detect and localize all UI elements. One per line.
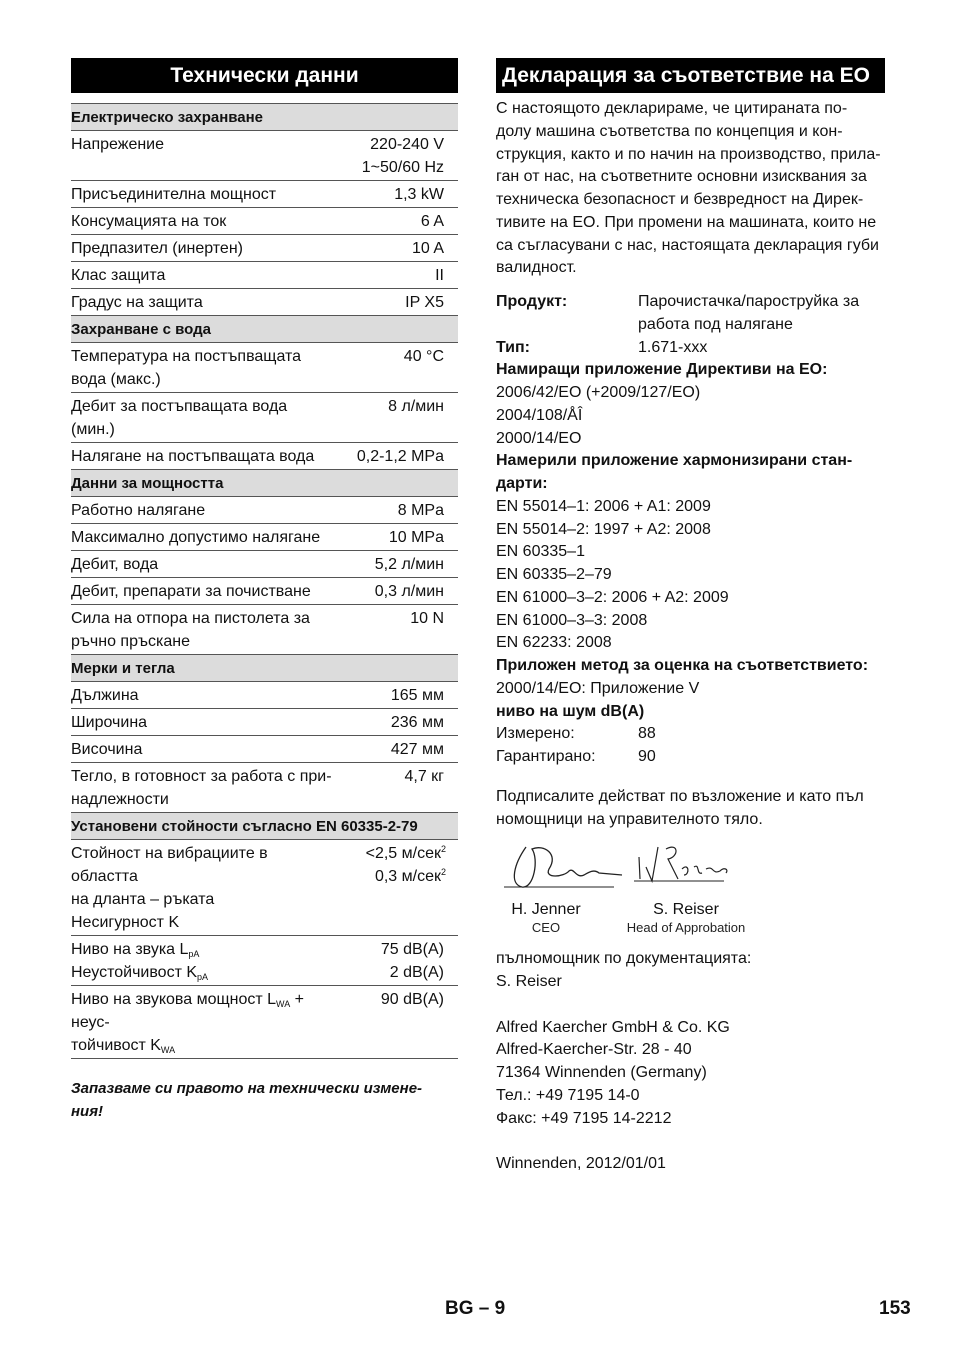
standard-item: EN 60335–1 xyxy=(496,543,585,561)
method-value: 2000/14/EO: Приложение V xyxy=(496,679,700,697)
row-value: 165 мм xyxy=(390,687,444,704)
measured-value: 88 xyxy=(638,725,656,743)
row-value: 40 °C xyxy=(403,348,444,365)
row-value: 0,3 л/мин xyxy=(374,583,444,600)
table-row xyxy=(71,986,458,1059)
directive-item: 2006/42/EO (+2009/127/EO) xyxy=(496,384,701,401)
intro-line: техническа безопасност и безвредност на Дирек- xyxy=(496,191,864,208)
disclaimer-note: Запазваме си правото на технически измене-ния! xyxy=(71,1080,423,1120)
intro-line: струкция, както и по начин на производство, прила- xyxy=(496,145,881,163)
measured-label: Измерено: xyxy=(496,725,575,743)
table-row xyxy=(71,524,458,551)
directives-title: Намиращи приложение Директиви на ЕО: xyxy=(496,361,828,379)
standard-item: EN 61000–3–3: 2008 xyxy=(496,611,648,629)
intro-line: С настоящото декларираме, че цитираната по- xyxy=(496,100,848,117)
address-line: Alfred Kaercher GmbH & Co. KG xyxy=(496,1018,730,1036)
table-row xyxy=(71,443,458,470)
product-value: Парочистачка/пароструйка за работа под налягане xyxy=(638,293,860,333)
table-row xyxy=(71,840,458,936)
table-row xyxy=(71,682,458,709)
row-value: 236 мм xyxy=(390,714,444,731)
product-label: Продукт: xyxy=(496,293,568,310)
standards-list xyxy=(496,496,886,655)
signatory-jenner: H. Jenner CEO xyxy=(511,901,581,936)
row-value: 0,2-1,2 MPa xyxy=(356,448,444,465)
row-label: Ниво на звука $L_{pA}$ xyxy=(71,941,200,959)
table-row xyxy=(71,393,458,443)
table-row xyxy=(71,262,458,289)
standard-item: EN 55014–2: 1997 + A2: 2008 xyxy=(496,520,711,538)
row-label: Консумацията на ток xyxy=(71,213,227,230)
row-value: 4,7 кг xyxy=(404,768,444,785)
row-label: Дебит, препарати за почистване xyxy=(71,583,311,600)
row-label: Височина xyxy=(71,741,143,758)
row-value: 427 мм xyxy=(390,741,444,758)
row-value: 2 dB(A) xyxy=(389,964,444,981)
row-label: Работно налягане xyxy=(71,502,206,519)
declaration-body xyxy=(496,98,886,1176)
left-column xyxy=(71,103,458,1123)
intro-paragraph xyxy=(496,98,886,280)
row-label: Присъединителна мощност xyxy=(71,186,277,203)
row-label: Напрежение xyxy=(71,136,165,153)
signature-reiser xyxy=(634,837,734,887)
table-row xyxy=(71,763,458,813)
directives-list xyxy=(496,382,886,450)
table-row xyxy=(71,289,458,316)
table-row xyxy=(71,551,458,578)
row-label: Ниво на звукова мощност $L_{WA}$ + неус- xyxy=(71,991,304,1031)
standard-item: EN 60335–2–79 xyxy=(496,566,612,583)
table-row xyxy=(71,709,458,736)
type-label: Тип: xyxy=(496,338,530,356)
row-value: 6 A xyxy=(420,213,444,230)
standards-title: Намерили приложение хармонизирани стан-дарти: xyxy=(496,452,853,492)
row-value: 0,3 м/сек$^2$ xyxy=(374,867,446,885)
address-line: Факс: +49 7195 14-2212 xyxy=(496,1109,672,1127)
documentation-label: пълномощник по документацията: xyxy=(496,950,752,968)
address-line: 71364 Winnenden (Germany) xyxy=(496,1064,707,1081)
page-number: 153 xyxy=(879,1298,911,1319)
signatories-text: Подписалите действат по възложение и като пъл номощници на управителното тяло. xyxy=(496,787,864,828)
intro-line: валидност. xyxy=(496,259,577,277)
signature-jenner xyxy=(504,839,624,894)
intro-line: долу машина съответства по концепция и кон- xyxy=(496,122,843,140)
row-label: тойчивост $K_{WA}$ xyxy=(71,1037,176,1055)
row-label: Дължина xyxy=(71,687,139,704)
row-value: <2,5 м/сек$^2$ xyxy=(365,844,446,862)
row-label: Предпазител (инертен) xyxy=(71,240,243,257)
table-row xyxy=(71,343,458,393)
table-row xyxy=(71,235,458,262)
table-row xyxy=(71,936,458,986)
address-block xyxy=(496,1017,886,1131)
signatory-reiser: S. Reiser Head of Approbation xyxy=(626,901,746,936)
table-row xyxy=(71,181,458,208)
generated-rows xyxy=(71,104,458,840)
row-value: 10 N xyxy=(410,610,444,627)
row-value: 8 MPa xyxy=(397,502,444,519)
signatures xyxy=(496,831,886,948)
row-value: 5,2 л/мин xyxy=(374,556,444,573)
intro-line: тивите на ЕО. При промени на машината, които не xyxy=(496,213,877,231)
row-value: 8 л/мин xyxy=(388,398,444,415)
table-row xyxy=(71,131,458,181)
row-label: Максимално допустимо налягане xyxy=(71,529,321,546)
row-value: 75 dB(A) xyxy=(380,941,444,958)
section-header: Захранване с вода xyxy=(71,316,458,343)
row-label: на дланта – ръката xyxy=(71,891,215,908)
row-value: 10 MPa xyxy=(388,529,444,546)
address-line: Тел.: +49 7195 14-0 xyxy=(496,1086,640,1104)
method-title: Приложен метод за оценка на съответствието: xyxy=(496,657,869,674)
row-value: 10 A xyxy=(411,240,444,257)
section-page-label: BG – 9 xyxy=(445,1298,506,1319)
row-label: Дебит, вода xyxy=(71,556,159,573)
row-label: Налягане на постъпващата вода xyxy=(71,448,315,465)
row-value: 90 dB(A) xyxy=(380,991,444,1008)
directive-item: 2004/108/ÅÎ xyxy=(496,406,583,424)
row-value: IP X5 xyxy=(405,294,444,311)
intro-line: ган от нас, на съответните основни изисквания за xyxy=(496,168,867,186)
guaranteed-label: Гарантирано: xyxy=(496,748,596,765)
row-label: Несигурност K xyxy=(71,914,180,931)
address-line: Alfred-Kaercher-Str. 28 - 40 xyxy=(496,1041,692,1059)
table-row xyxy=(71,208,458,235)
section-header: Мерки и тегла xyxy=(71,655,458,682)
row-label: Дебит за постъпващата вода (мин.) xyxy=(71,398,288,438)
guaranteed-value: 90 xyxy=(638,748,656,765)
table-row xyxy=(71,605,458,655)
technical-data-table xyxy=(71,103,458,1059)
declaration-heading: Декларация за съответствие на ЕО xyxy=(496,58,885,93)
row-value: 1,3 kW xyxy=(394,186,444,203)
intro-line: са съгласувани с нас, настоящата декларация губи xyxy=(496,236,879,254)
table-row xyxy=(71,736,458,763)
section-header: Електрическо захранване xyxy=(71,104,458,131)
row-label: Тегло, в готовност за работа с при-надлежности xyxy=(71,768,332,808)
table-row xyxy=(71,497,458,524)
row-label: Градус на защита xyxy=(71,294,203,311)
section-header: Данни за мощността xyxy=(71,470,458,497)
row-label: Широчина xyxy=(71,714,148,731)
directive-item: 2000/14/EO xyxy=(496,429,582,447)
noise-title: ниво на шум dB(A) xyxy=(496,702,645,720)
technical-data-heading: Технически данни xyxy=(71,58,458,93)
table-row xyxy=(71,578,458,605)
row-value: II xyxy=(435,267,444,284)
row-label: Сила на отпора на пистолета за ръчно пръскане xyxy=(71,610,310,650)
row-label: Клас защита xyxy=(71,267,166,284)
row-label: Неустойчивост $K_{pA}$ xyxy=(71,964,209,982)
row-value: 220-240 V 1~50/60 Hz xyxy=(361,136,444,176)
type-value: 1.671-xxx xyxy=(638,338,708,356)
documentation-name: S. Reiser xyxy=(496,973,562,990)
date-place: Winnenden, 2012/01/01 xyxy=(496,1155,666,1172)
section-header: Установени стойности съгласно EN 60335-2-79 xyxy=(71,813,458,840)
standard-item: EN 55014–1: 2006 + A1: 2009 xyxy=(496,497,711,515)
standard-item: EN 61000–3–2: 2006 + A2: 2009 xyxy=(496,588,729,606)
row-label: Стойност на вибрациите в областта xyxy=(71,845,268,885)
standard-item: EN 62233: 2008 xyxy=(496,634,612,652)
row-label: Температура на постъпващата вода (макс.) xyxy=(71,348,302,388)
